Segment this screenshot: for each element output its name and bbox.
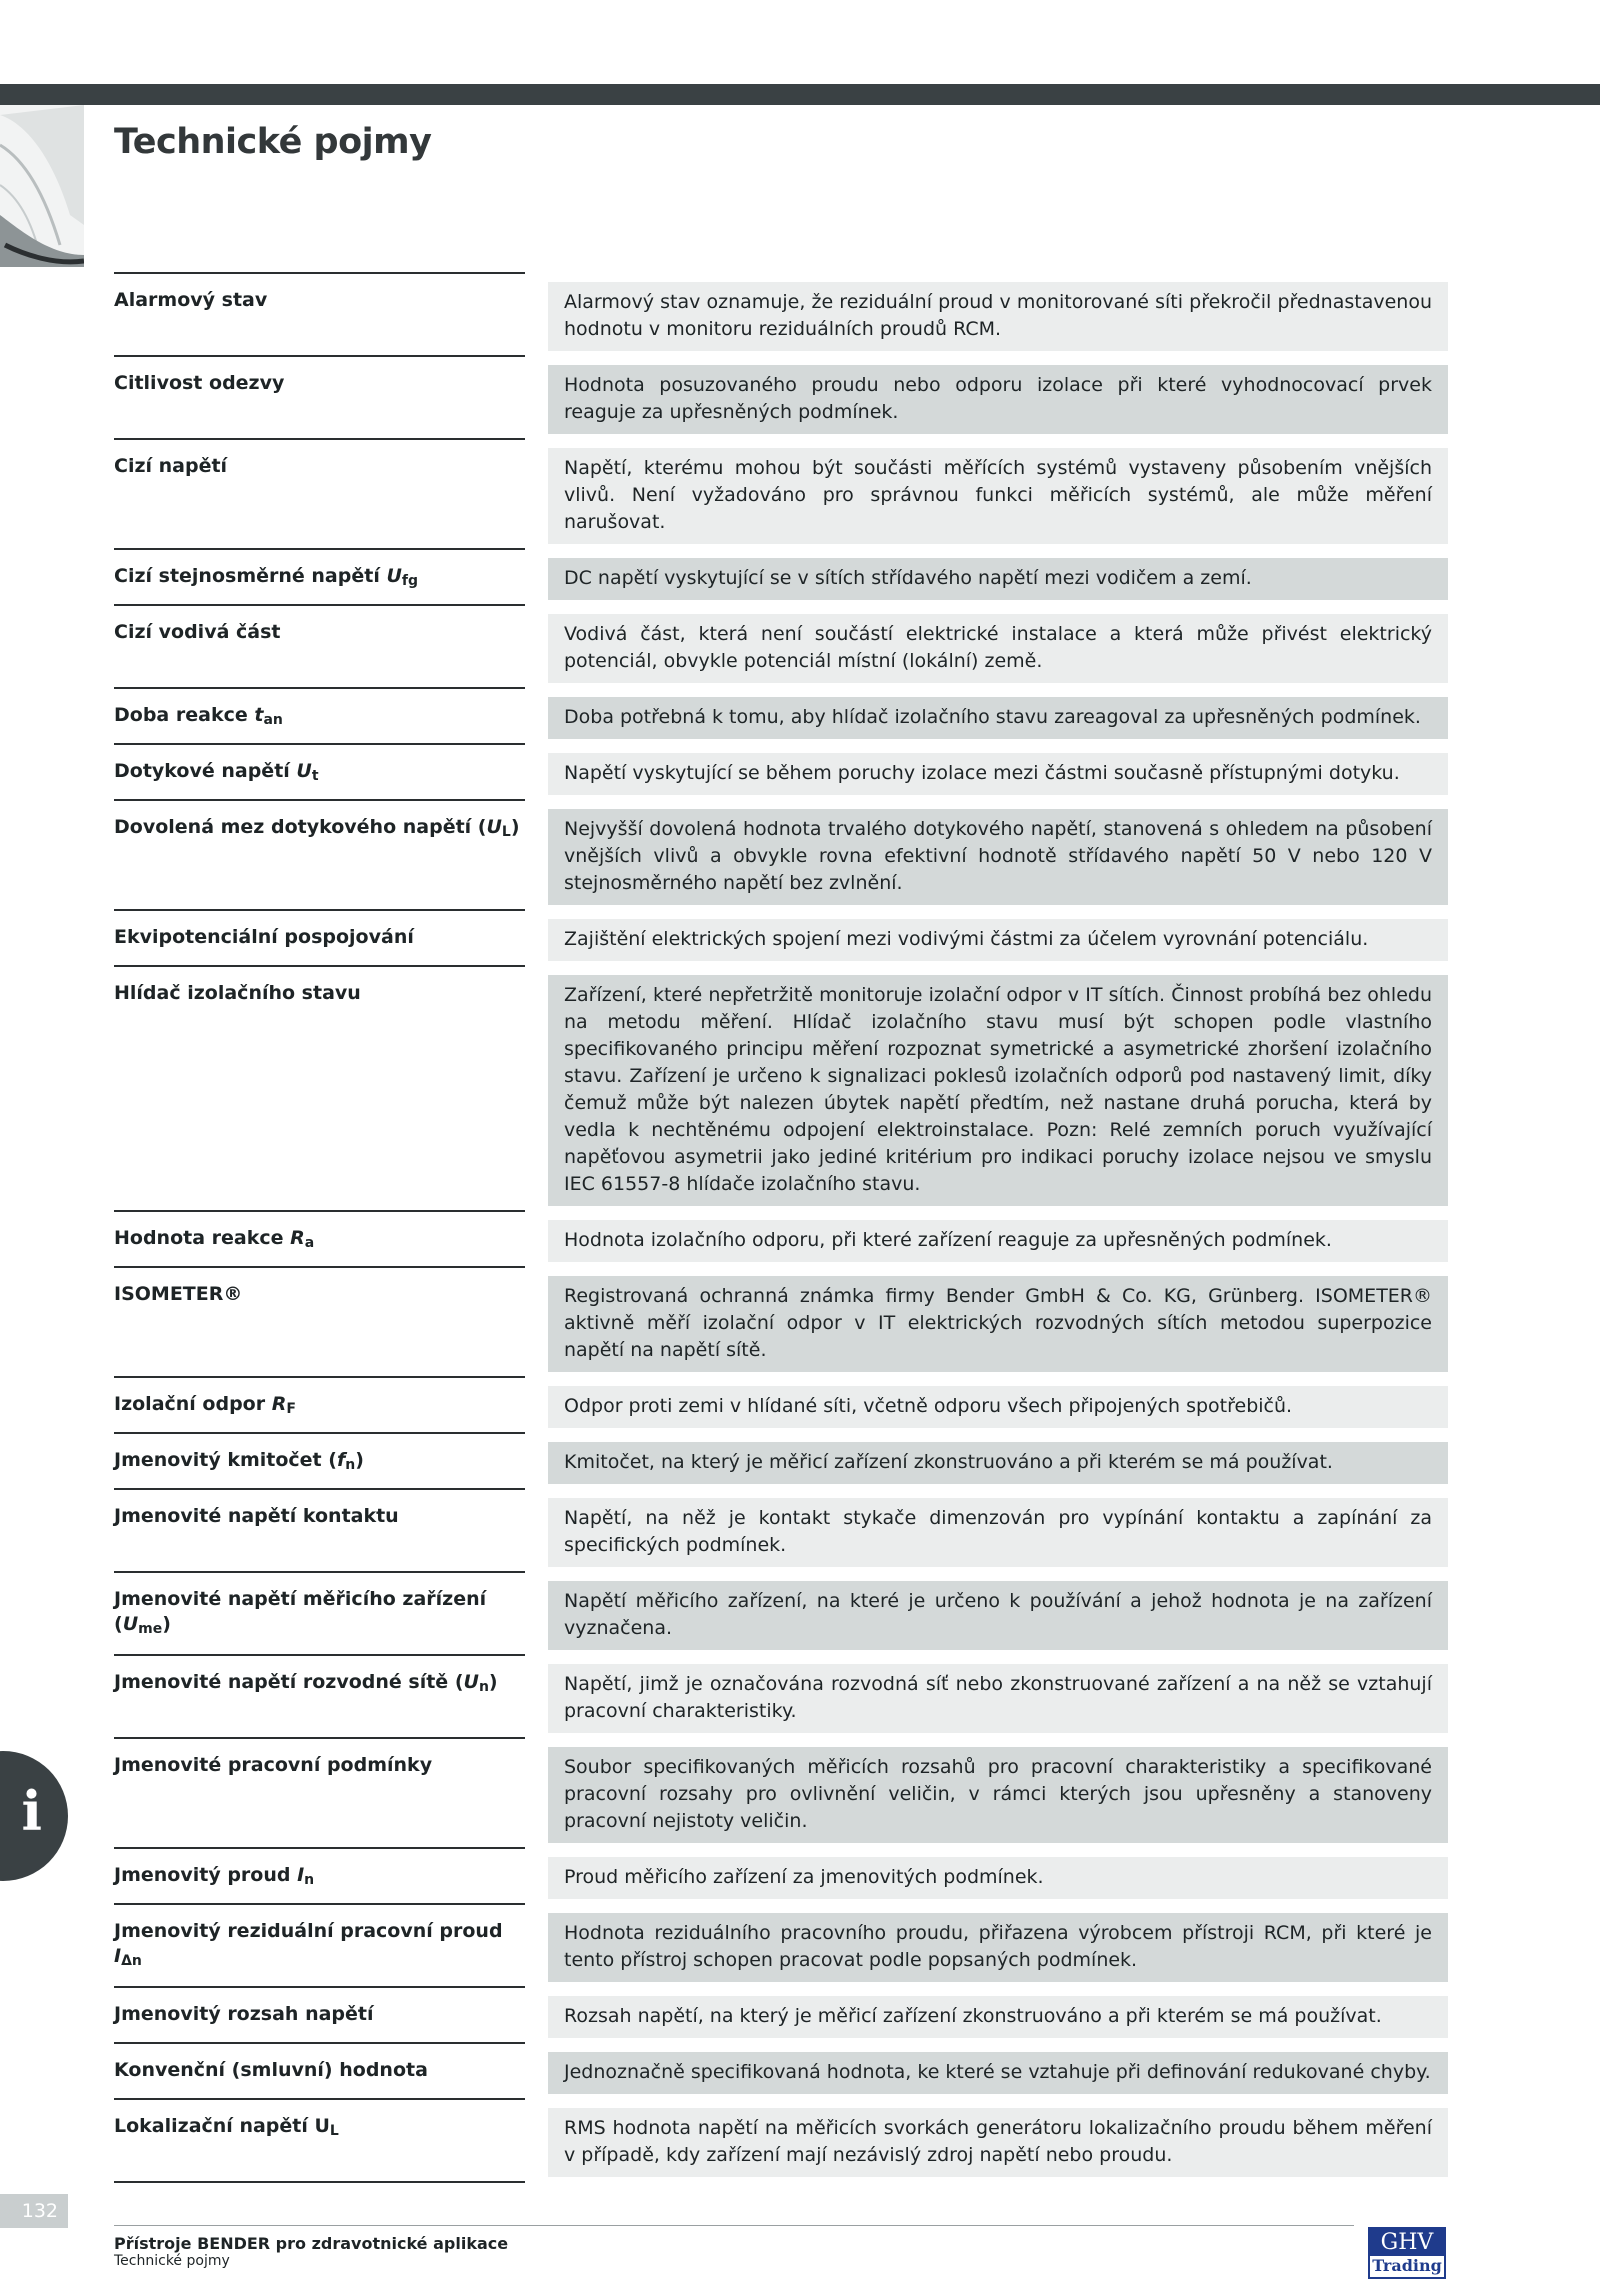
term-suffix: ) [162,1613,171,1635]
glossary-definition: Napětí měřicího zařízení, na které je určeno k používání a jehož hodnota je na zařízení vyznačena. [548,1581,1448,1650]
glossary-definition: Nejvyšší dovolená hodnota trvalého dotykového napětí, stanovená s ohledem na působení vnějších vlivů a obvykle rovna efektivní hodnotě střídavého napětí 50 V nebo 120 V stejnosměrného napětí bez zvlnění. [548,809,1448,905]
term-text: Jmenovité napětí měřicího zařízení ( [114,1588,487,1635]
glossary-term [114,438,525,548]
glossary-term [114,1903,525,1986]
glossary-term [114,1654,525,1737]
glossary-term [114,1986,525,2042]
book-photo-image [0,105,84,267]
page-number: 132 [0,2194,68,2228]
glossary-definition: Registrovaná ochranná známka firmy Bender GmbH & Co. KG, Grünberg. ISOMETER® aktivně měří izolační odpor v IT elektrických rozvodných sítích metodou superpozice napětí na napětí sítě. [548,1276,1448,1372]
term-subscript: L [501,824,511,840]
term-subscript: t [311,768,319,784]
glossary-row [114,2098,1448,2181]
glossary-row [114,2042,1448,2098]
glossary-definition: Alarmový stav oznamuje, že reziduální proud v monitorované síti překročil přednastavenou hodnotu v monitoru reziduálních proudů RCM. [548,282,1448,351]
term-subscript: F [286,1401,296,1417]
glossary-term [114,687,525,743]
glossary-row [114,1488,1448,1571]
glossary-row [114,687,1448,743]
glossary-definition: Doba potřebná k tomu, aby hlídač izolačního stavu zareagoval za upřesněných podmínek. [548,697,1448,739]
glossary-row [114,272,1448,355]
top-color-bar [0,84,1600,105]
glossary-row [114,1571,1448,1654]
term-symbol: U [463,1671,479,1693]
term-subscript: a [304,1235,315,1251]
glossary-row [114,438,1448,548]
term-symbol: U [296,760,312,782]
glossary-term [114,1847,525,1903]
term-text: Jmenovitý kmitočet ( [114,1449,337,1471]
glossary-row [114,1737,1448,1847]
page-title: Technické pojmy [114,122,432,162]
term-text: Jmenovité pracovní podmínky [114,1754,433,1776]
term-text: Jmenovité napětí rozvodné sítě ( [114,1671,464,1693]
term-suffix: ) [488,1671,498,1693]
term-text: Jmenovité napětí kontaktu [114,1505,399,1527]
glossary-term [114,1737,525,1847]
term-text: Hodnota reakce [114,1227,291,1249]
term-text: Cizí vodivá část [114,621,281,643]
glossary-row [114,799,1448,909]
term-text: Ekvipotenciální pospojování [114,926,414,948]
glossary-term [114,1210,525,1266]
glossary-definition: Zařízení, které nepřetržitě monitoruje izolační odpor v IT sítích. Činnost probíhá bez ohledu na metodu měření. Hlídač izolačního stavu musí být schopen podle vlastního specifikovaného principu měření rozpoznat symetrické a asymetrické zhoršení izolačního stavu. Zařízení je určeno k signalizaci poklesů izolačních odporů pod nastavený limit, díky čemuž může být nalezen úbytek napětí předtím, než nastane druhá porucha, která by vedla k nechtěnému odpojení elektroinstalace. Pozn: Relé zemních poruch využívající napěťovou asymetrii jako jediné kritérium pro indikaci poruchy izolace nejsou ve smyslu IEC 61557-8 hlídače izolačního stavu. [548,975,1448,1206]
glossary-row [114,548,1448,604]
term-text: Alarmový stav [114,289,268,311]
glossary-term [114,272,525,355]
glossary-definition: Napětí, jimž je označována rozvodná síť nebo zkonstruované zařízení a na něž se vztahují pracovní charakteristiky. [548,1664,1448,1733]
term-suffix: ) [355,1449,364,1471]
term-subscript: fg [401,573,419,589]
term-subscript: Δn [121,1953,142,1969]
glossary-term [114,548,525,604]
term-text: Dovolená mez dotykového napětí ( [114,816,487,838]
term-subscript: n [304,1872,315,1888]
term-text: Citlivost odezvy [114,372,285,394]
glossary-definition: Hodnota reziduálního pracovního proudu, přiřazena výrobcem přístroji RCM, při které je tento přístroj schopen pracovat podle popsaných podmínek. [548,1913,1448,1982]
glossary-definition: RMS hodnota napětí na měřicích svorkách generátoru lokalizačního proudu během měření v případě, kdy zařízení mají nezávislý zdroj napětí nebo proudu. [548,2108,1448,2177]
glossary-row [114,965,1448,1210]
glossary-definition: DC napětí vyskytující se v sítích střídavého napětí mezi vodičem a zemí. [548,558,1448,600]
term-text: Jmenovitý reziduální pracovní proud [114,1920,503,1942]
term-text: Doba reakce [114,704,255,726]
footer-divider [114,2225,1354,2226]
term-symbol: U [122,1613,139,1635]
term-suffix: ) [510,816,520,838]
term-symbol: t [254,704,264,726]
term-symbol: I [114,1945,122,1967]
term-text: Lokalizační napětí U [114,2115,330,2137]
glossary-term [114,355,525,438]
term-symbol: R [271,1393,287,1415]
glossary-row [114,1376,1448,1432]
glossary-definition: Jednoznačně specifikovaná hodnota, ke které se vztahuje při definování redukované chyby. [548,2052,1448,2094]
glossary-row [114,1986,1448,2042]
term-symbol: U [386,565,402,587]
footer-subtitle: Technické pojmy [114,2253,230,2269]
glossary-row [114,743,1448,799]
glossary-definition: Hodnota posuzovaného proudu nebo odporu izolace při které vyhodnocovací prvek reaguje za upřesněných podmínek. [548,365,1448,434]
glossary-term [114,604,525,687]
ghv-trading-logo [1368,2227,1446,2279]
glossary-row [114,909,1448,965]
glossary-definition: Zajištění elektrických spojení mezi vodivými částmi za účelem vyrovnání potenciálu. [548,919,1448,961]
glossary-term [114,1376,525,1432]
glossary-definition: Kmitočet, na který je měřicí zařízení zkonstruováno a při kterém se má používat. [548,1442,1448,1484]
term-text: Hlídač izolačního stavu [114,982,361,1004]
term-text: Dotykové napětí [114,760,297,782]
term-text: Jmenovitý rozsah napětí [114,2003,374,2025]
term-text: Jmenovitý proud [114,1864,298,1886]
term-symbol: I [297,1864,305,1886]
info-section-tab [0,1751,68,1881]
glossary-term [114,2042,525,2098]
glossary-end-rule [114,2181,525,2183]
glossary-term [114,743,525,799]
glossary-definition: Soubor specifikovaných měřicích rozsahů pro pracovní charakteristiky a specifikované pracovní rozsahy pro ovlivnění veličin, v rámci kterých jsou upřesněny a stanoveny pracovní nejistoty veličin. [548,1747,1448,1843]
logo-text-top: GHV [1370,2229,1444,2256]
glossary-row [114,1266,1448,1376]
term-text: Konvenční (smluvní) hodnota [114,2059,428,2081]
info-icon: i [21,1779,42,1843]
glossary-term [114,1432,525,1488]
glossary-definition: Napětí, na něž je kontakt stykače dimenzován pro vypínání kontaktu a zapínání za specifických podmínek. [548,1498,1448,1567]
glossary-term [114,1488,525,1571]
logo-text-bottom: Trading [1372,2256,1442,2275]
glossary-row [114,1847,1448,1903]
term-subscript: an [263,712,283,728]
glossary-definition: Napětí vyskytující se během poruchy izolace mezi částmi současně přístupnými dotyku. [548,753,1448,795]
glossary-term [114,909,525,965]
footer-title: Přístroje BENDER pro zdravotnické aplikace [114,2234,509,2253]
term-subscript: L [329,2123,339,2139]
glossary-term [114,2098,525,2181]
glossary-term [114,965,525,1210]
glossary-row [114,1654,1448,1737]
glossary-definition: Napětí, kterému mohou být součásti měřících systémů vystaveny působením vnějších vlivů. Není vyžadováno pro správnou funkci měřicích systémů, ale může měření narušovat. [548,448,1448,544]
glossary-row [114,1432,1448,1488]
glossary-term [114,799,525,909]
glossary-definition: Vodivá část, která není součástí elektrické instalace a která může přivést elektrický potenciál, obvykle potenciál místní (lokální) země. [548,614,1448,683]
term-symbol: f [336,1449,346,1471]
glossary-row [114,604,1448,687]
term-text: Izolační odpor [114,1393,272,1415]
glossary-definition: Odpor proti zemi v hlídané síti, včetně odporu všech připojených spotřebičů. [548,1386,1448,1428]
term-subscript: n [345,1457,356,1473]
term-symbol: U [486,816,502,838]
term-text: Cizí napětí [114,455,228,477]
term-text: ISOMETER® [114,1283,243,1305]
term-subscript: me [138,1621,163,1637]
glossary-table [114,272,1448,2183]
glossary-term [114,1266,525,1376]
term-subscript: n [478,1679,489,1695]
glossary-definition: Proud měřicího zařízení za jmenovitých podmínek. [548,1857,1448,1899]
glossary-row [114,1903,1448,1986]
term-symbol: R [290,1227,305,1249]
glossary-term [114,1571,525,1654]
glossary-row [114,355,1448,438]
glossary-definition: Hodnota izolačního odporu, při které zařízení reaguje za upřesněných podmínek. [548,1220,1448,1262]
term-text: Cizí stejnosměrné napětí [114,565,387,587]
glossary-row [114,1210,1448,1266]
glossary-definition: Rozsah napětí, na který je měřicí zařízení zkonstruováno a při kterém se má používat. [548,1996,1448,2038]
